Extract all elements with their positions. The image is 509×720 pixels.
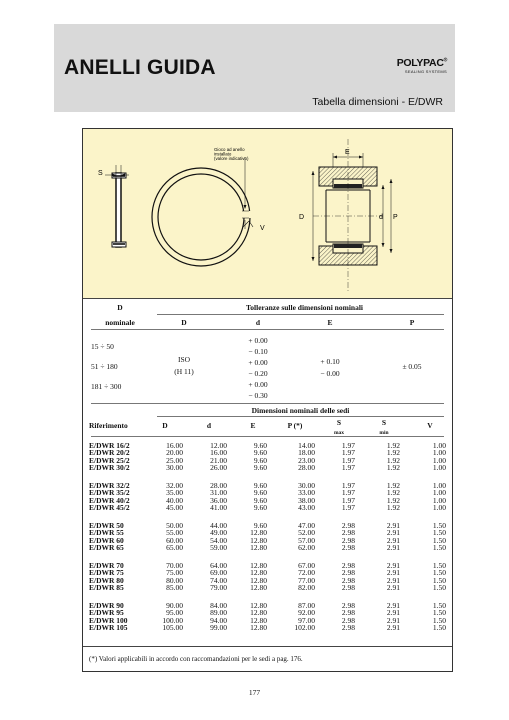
row-cell: 2.98 — [341, 543, 355, 553]
row-cell: 12.80 — [250, 528, 267, 538]
row-cell: 2.98 — [341, 615, 355, 625]
footnote: (*) Valori applicabili in accordo con raccomandazioni per le sedi a pag. 176. — [89, 655, 303, 663]
brand-name: POLYPAC — [396, 57, 444, 69]
row-cell: 1.50 — [432, 561, 446, 570]
label-v: V — [260, 225, 265, 232]
row-reference: E/DWR 80 — [89, 575, 124, 585]
row-cell: 55.00 — [166, 528, 183, 538]
tol-range-3: 181 ÷ 300 — [91, 382, 122, 391]
tol-d-small-1: + 0.00 — [248, 336, 268, 345]
tol-d-small-5: + 0.00 — [248, 380, 268, 389]
tol-header-bottom-rule — [91, 329, 444, 330]
row-cell: 1.97 — [341, 463, 355, 473]
row-cell: 16.00 — [166, 441, 183, 450]
tol-d-iso: ISO — [177, 355, 191, 364]
row-cell: 2.98 — [341, 521, 355, 530]
note-line-2: installato — [214, 151, 232, 157]
dim-group-rule — [157, 416, 444, 417]
note-line-3: (valore indicativo) — [214, 156, 249, 161]
row-cell: 95.00 — [166, 608, 183, 618]
row-cell: 45.00 — [166, 503, 183, 513]
row-cell: 12.80 — [250, 568, 267, 578]
row-cell: 94.00 — [210, 615, 227, 625]
row-reference: E/DWR 75 — [89, 568, 124, 578]
row-cell: 80.00 — [166, 575, 183, 585]
row-cell: 1.50 — [432, 543, 446, 553]
tol-e-minus: − 0.00 — [320, 369, 340, 378]
technical-drawing — [83, 129, 452, 298]
row-reference: E/DWR 40/2 — [89, 495, 130, 505]
row-cell: 32.00 — [166, 481, 183, 490]
row-cell: 1.97 — [341, 503, 355, 513]
row-cell: 92.00 — [298, 608, 315, 618]
row-cell: 52.00 — [298, 528, 315, 538]
row-cell: 90.00 — [166, 601, 183, 610]
row-cell: 87.00 — [298, 601, 315, 610]
row-cell: 84.00 — [210, 601, 227, 610]
row-cell: 82.00 — [298, 583, 315, 593]
dim-group-title: Dimensioni nominali delle sedi — [251, 406, 350, 415]
row-cell: 12.80 — [250, 623, 267, 633]
label-p: P — [393, 214, 398, 221]
row-cell: 59.00 — [210, 543, 227, 553]
row-cell: 14.00 — [298, 441, 315, 450]
row-cell: 47.00 — [298, 521, 315, 530]
row-cell: 62.00 — [298, 543, 315, 553]
row-cell: 12.80 — [250, 561, 267, 570]
dim-col-d: D — [162, 421, 168, 430]
row-cell: 12.80 — [250, 535, 267, 545]
row-cell: 9.60 — [253, 495, 267, 505]
row-cell: 60.00 — [166, 535, 183, 545]
row-cell: 70.00 — [166, 561, 183, 570]
row-cell: 57.00 — [298, 535, 315, 545]
row-cell: 2.98 — [341, 601, 355, 610]
row-cell: 12.80 — [250, 615, 267, 625]
row-cell: 2.98 — [341, 535, 355, 545]
row-cell: 2.98 — [341, 608, 355, 618]
row-cell: 9.60 — [253, 463, 267, 473]
row-cell: 97.00 — [298, 615, 315, 625]
dim-col-e: E — [250, 421, 256, 430]
row-reference: E/DWR 55 — [89, 528, 124, 538]
row-cell: 85.00 — [166, 583, 183, 593]
row-cell: 12.80 — [250, 575, 267, 585]
ring-front-view — [152, 157, 253, 266]
row-cell: 1.50 — [432, 528, 446, 538]
row-cell: 35.00 — [166, 488, 183, 498]
tol-p: ± 0.05 — [402, 362, 422, 371]
page-header — [54, 24, 455, 112]
row-cell: 2.98 — [341, 623, 355, 633]
row-cell: 9.60 — [253, 521, 267, 530]
row-cell: 12.80 — [250, 583, 267, 593]
row-cell: 9.60 — [253, 488, 267, 498]
row-reference: E/DWR 30/2 — [89, 463, 130, 473]
tol-col-d: D — [181, 318, 187, 327]
tol-header-d: D — [117, 303, 123, 312]
tol-range-2: 51 ÷ 180 — [91, 362, 118, 371]
row-cell: 2.98 — [341, 561, 355, 570]
row-cell: 1.00 — [432, 463, 446, 473]
dim-header-rule — [91, 436, 444, 437]
brand-logo — [397, 57, 447, 74]
row-cell: 1.92 — [386, 441, 400, 450]
row-cell: 16.00 — [210, 448, 227, 458]
tol-bottom-rule — [91, 403, 444, 404]
row-cell: 1.97 — [341, 488, 355, 498]
row-cell: 2.91 — [386, 521, 400, 530]
row-reference: E/DWR 45/2 — [89, 503, 130, 513]
row-reference: E/DWR 60 — [89, 535, 124, 545]
row-cell: 20.00 — [166, 448, 183, 458]
row-cell: 1.00 — [432, 448, 446, 458]
row-cell: 40.00 — [166, 495, 183, 505]
row-cell: 1.92 — [386, 481, 400, 490]
row-cell: 2.91 — [386, 608, 400, 618]
row-cell: 1.92 — [386, 448, 400, 458]
row-cell: 77.00 — [298, 575, 315, 585]
row-cell: 25.00 — [166, 455, 183, 465]
tol-col-p: P — [409, 318, 415, 327]
row-cell: 105.00 — [162, 623, 183, 633]
row-reference: E/DWR 35/2 — [89, 488, 130, 498]
row-cell: 74.00 — [210, 575, 227, 585]
row-cell: 2.98 — [341, 575, 355, 585]
tol-range-1: 15 ÷ 50 — [91, 342, 114, 351]
row-cell: 69.00 — [210, 568, 227, 578]
row-reference: E/DWR 65 — [89, 543, 124, 553]
row-cell: 49.00 — [210, 528, 227, 538]
diagram-divider — [83, 298, 452, 299]
row-reference: E/DWR 50 — [89, 521, 124, 530]
row-reference: E/DWR 90 — [89, 601, 124, 610]
row-cell: 36.00 — [210, 495, 227, 505]
row-cell: 28.00 — [298, 463, 315, 473]
tol-col-d-small: d — [255, 318, 261, 327]
row-cell: 21.00 — [210, 455, 227, 465]
row-cell: 2.91 — [386, 528, 400, 538]
brand-trademark: ® — [443, 57, 447, 64]
label-s: S — [98, 170, 103, 177]
row-cell: 23.00 — [298, 455, 315, 465]
tol-col-e: E — [327, 318, 333, 327]
row-cell: 1.92 — [386, 503, 400, 513]
row-cell: 2.91 — [386, 583, 400, 593]
row-cell: 65.00 — [166, 543, 183, 553]
row-cell: 2.91 — [386, 568, 400, 578]
row-cell: 12.00 — [210, 441, 227, 450]
row-cell: 2.98 — [341, 583, 355, 593]
row-cell: 79.00 — [210, 583, 227, 593]
row-cell: 33.00 — [298, 488, 315, 498]
tol-d-h11: (H 11) — [174, 367, 194, 376]
row-cell: 50.00 — [166, 521, 183, 530]
label-e: E — [345, 149, 350, 156]
row-cell: 1.97 — [341, 455, 355, 465]
dim-col-s-max: S max — [333, 418, 345, 436]
row-cell: 41.00 — [210, 503, 227, 513]
tol-d-small-3: + 0.00 — [248, 358, 268, 367]
row-cell: 44.00 — [210, 521, 227, 530]
row-reference: E/DWR 70 — [89, 561, 124, 570]
row-cell: 2.91 — [386, 561, 400, 570]
row-cell: 75.00 — [166, 568, 183, 578]
row-cell: 64.00 — [210, 561, 227, 570]
row-cell: 1.00 — [432, 495, 446, 505]
label-d-outer: D — [299, 214, 305, 221]
row-cell: 28.00 — [210, 481, 227, 490]
row-cell: 1.50 — [432, 535, 446, 545]
row-cell: 100.00 — [162, 615, 183, 625]
row-cell: 1.97 — [341, 448, 355, 458]
row-cell: 2.91 — [386, 575, 400, 585]
page-subtitle: Tabella dimensioni - E/DWR — [312, 96, 443, 108]
row-cell: 1.92 — [386, 495, 400, 505]
row-cell: 1.50 — [432, 521, 446, 530]
row-cell: 9.60 — [253, 481, 267, 490]
row-reference: E/DWR 95 — [89, 608, 124, 618]
dim-col-p: P (*) — [287, 421, 303, 430]
label-d-inner: d — [379, 214, 383, 221]
dim-col-s-min: S min — [379, 418, 389, 436]
row-cell: 89.00 — [210, 608, 227, 618]
dim-col-v: V — [427, 421, 433, 430]
ring-section-view — [105, 165, 129, 247]
row-cell: 72.00 — [298, 568, 315, 578]
row-cell: 1.00 — [432, 455, 446, 465]
row-cell: 1.97 — [341, 481, 355, 490]
tol-d-small-6: − 0.30 — [248, 391, 268, 400]
tol-header-rule — [157, 314, 444, 315]
row-cell: 9.60 — [253, 455, 267, 465]
row-reference: E/DWR 100 — [89, 615, 128, 625]
row-cell: 1.50 — [432, 583, 446, 593]
page-title: ANELLI GUIDA — [64, 56, 216, 79]
dim-col-ref: Riferimento — [89, 421, 128, 430]
row-cell: 9.60 — [253, 503, 267, 513]
row-cell: 2.91 — [386, 615, 400, 625]
row-cell: 1.50 — [432, 601, 446, 610]
row-cell: 26.00 — [210, 463, 227, 473]
row-cell: 1.97 — [341, 495, 355, 505]
row-cell: 12.80 — [250, 601, 267, 610]
row-cell: 12.80 — [250, 543, 267, 553]
row-cell: 43.00 — [298, 503, 315, 513]
row-cell: 1.50 — [432, 623, 446, 633]
row-cell: 1.50 — [432, 575, 446, 585]
row-cell: 1.92 — [386, 455, 400, 465]
content-frame — [82, 128, 453, 672]
brand-tagline: SEALING SYSTEMS — [404, 69, 447, 74]
row-cell: 2.91 — [386, 601, 400, 610]
row-reference: E/DWR 25/2 — [89, 455, 130, 465]
row-cell: 31.00 — [210, 488, 227, 498]
tol-group-title: Tolleranze sulle dimensioni nominali — [245, 303, 364, 312]
row-reference: E/DWR 85 — [89, 583, 124, 593]
row-cell: 2.91 — [386, 535, 400, 545]
row-cell: 1.50 — [432, 615, 446, 625]
row-cell: 9.60 — [253, 448, 267, 458]
row-cell: 30.00 — [166, 463, 183, 473]
row-cell: 2.98 — [341, 568, 355, 578]
row-cell: 102.00 — [294, 623, 315, 633]
row-cell: 67.00 — [298, 561, 315, 570]
tol-d-small-2: − 0.10 — [248, 347, 268, 356]
row-cell: 12.80 — [250, 608, 267, 618]
row-cell: 1.00 — [432, 441, 446, 450]
row-cell: 18.00 — [298, 448, 315, 458]
row-cell: 30.00 — [298, 481, 315, 490]
row-cell: 1.00 — [432, 488, 446, 498]
row-reference: E/DWR 32/2 — [89, 481, 130, 490]
drawing-svg — [83, 129, 452, 298]
row-cell: 1.97 — [341, 441, 355, 450]
tol-d-small-4: − 0.20 — [248, 369, 268, 378]
note-line-1: Gioco ad anello — [214, 147, 245, 152]
row-cell: 1.92 — [386, 488, 400, 498]
row-cell: 1.00 — [432, 481, 446, 490]
row-cell: 38.00 — [298, 495, 315, 505]
footnote-divider — [83, 646, 452, 647]
row-cell: 2.98 — [341, 528, 355, 538]
row-cell: 2.91 — [386, 543, 400, 553]
tol-e-plus: + 0.10 — [320, 357, 340, 366]
row-reference: E/DWR 105 — [89, 623, 128, 633]
dim-col-d-small: d — [206, 421, 212, 430]
tol-header-nominale: nominale — [105, 318, 135, 327]
row-cell: 1.50 — [432, 568, 446, 578]
page-number: 177 — [248, 688, 261, 697]
row-cell: 54.00 — [210, 535, 227, 545]
row-cell: 1.92 — [386, 463, 400, 473]
row-cell: 1.50 — [432, 608, 446, 618]
row-cell: 1.00 — [432, 503, 446, 513]
row-reference: E/DWR 16/2 — [89, 441, 130, 450]
row-cell: 9.60 — [253, 441, 267, 450]
row-cell: 99.00 — [210, 623, 227, 633]
row-reference: E/DWR 20/2 — [89, 448, 130, 458]
row-cell: 2.91 — [386, 623, 400, 633]
